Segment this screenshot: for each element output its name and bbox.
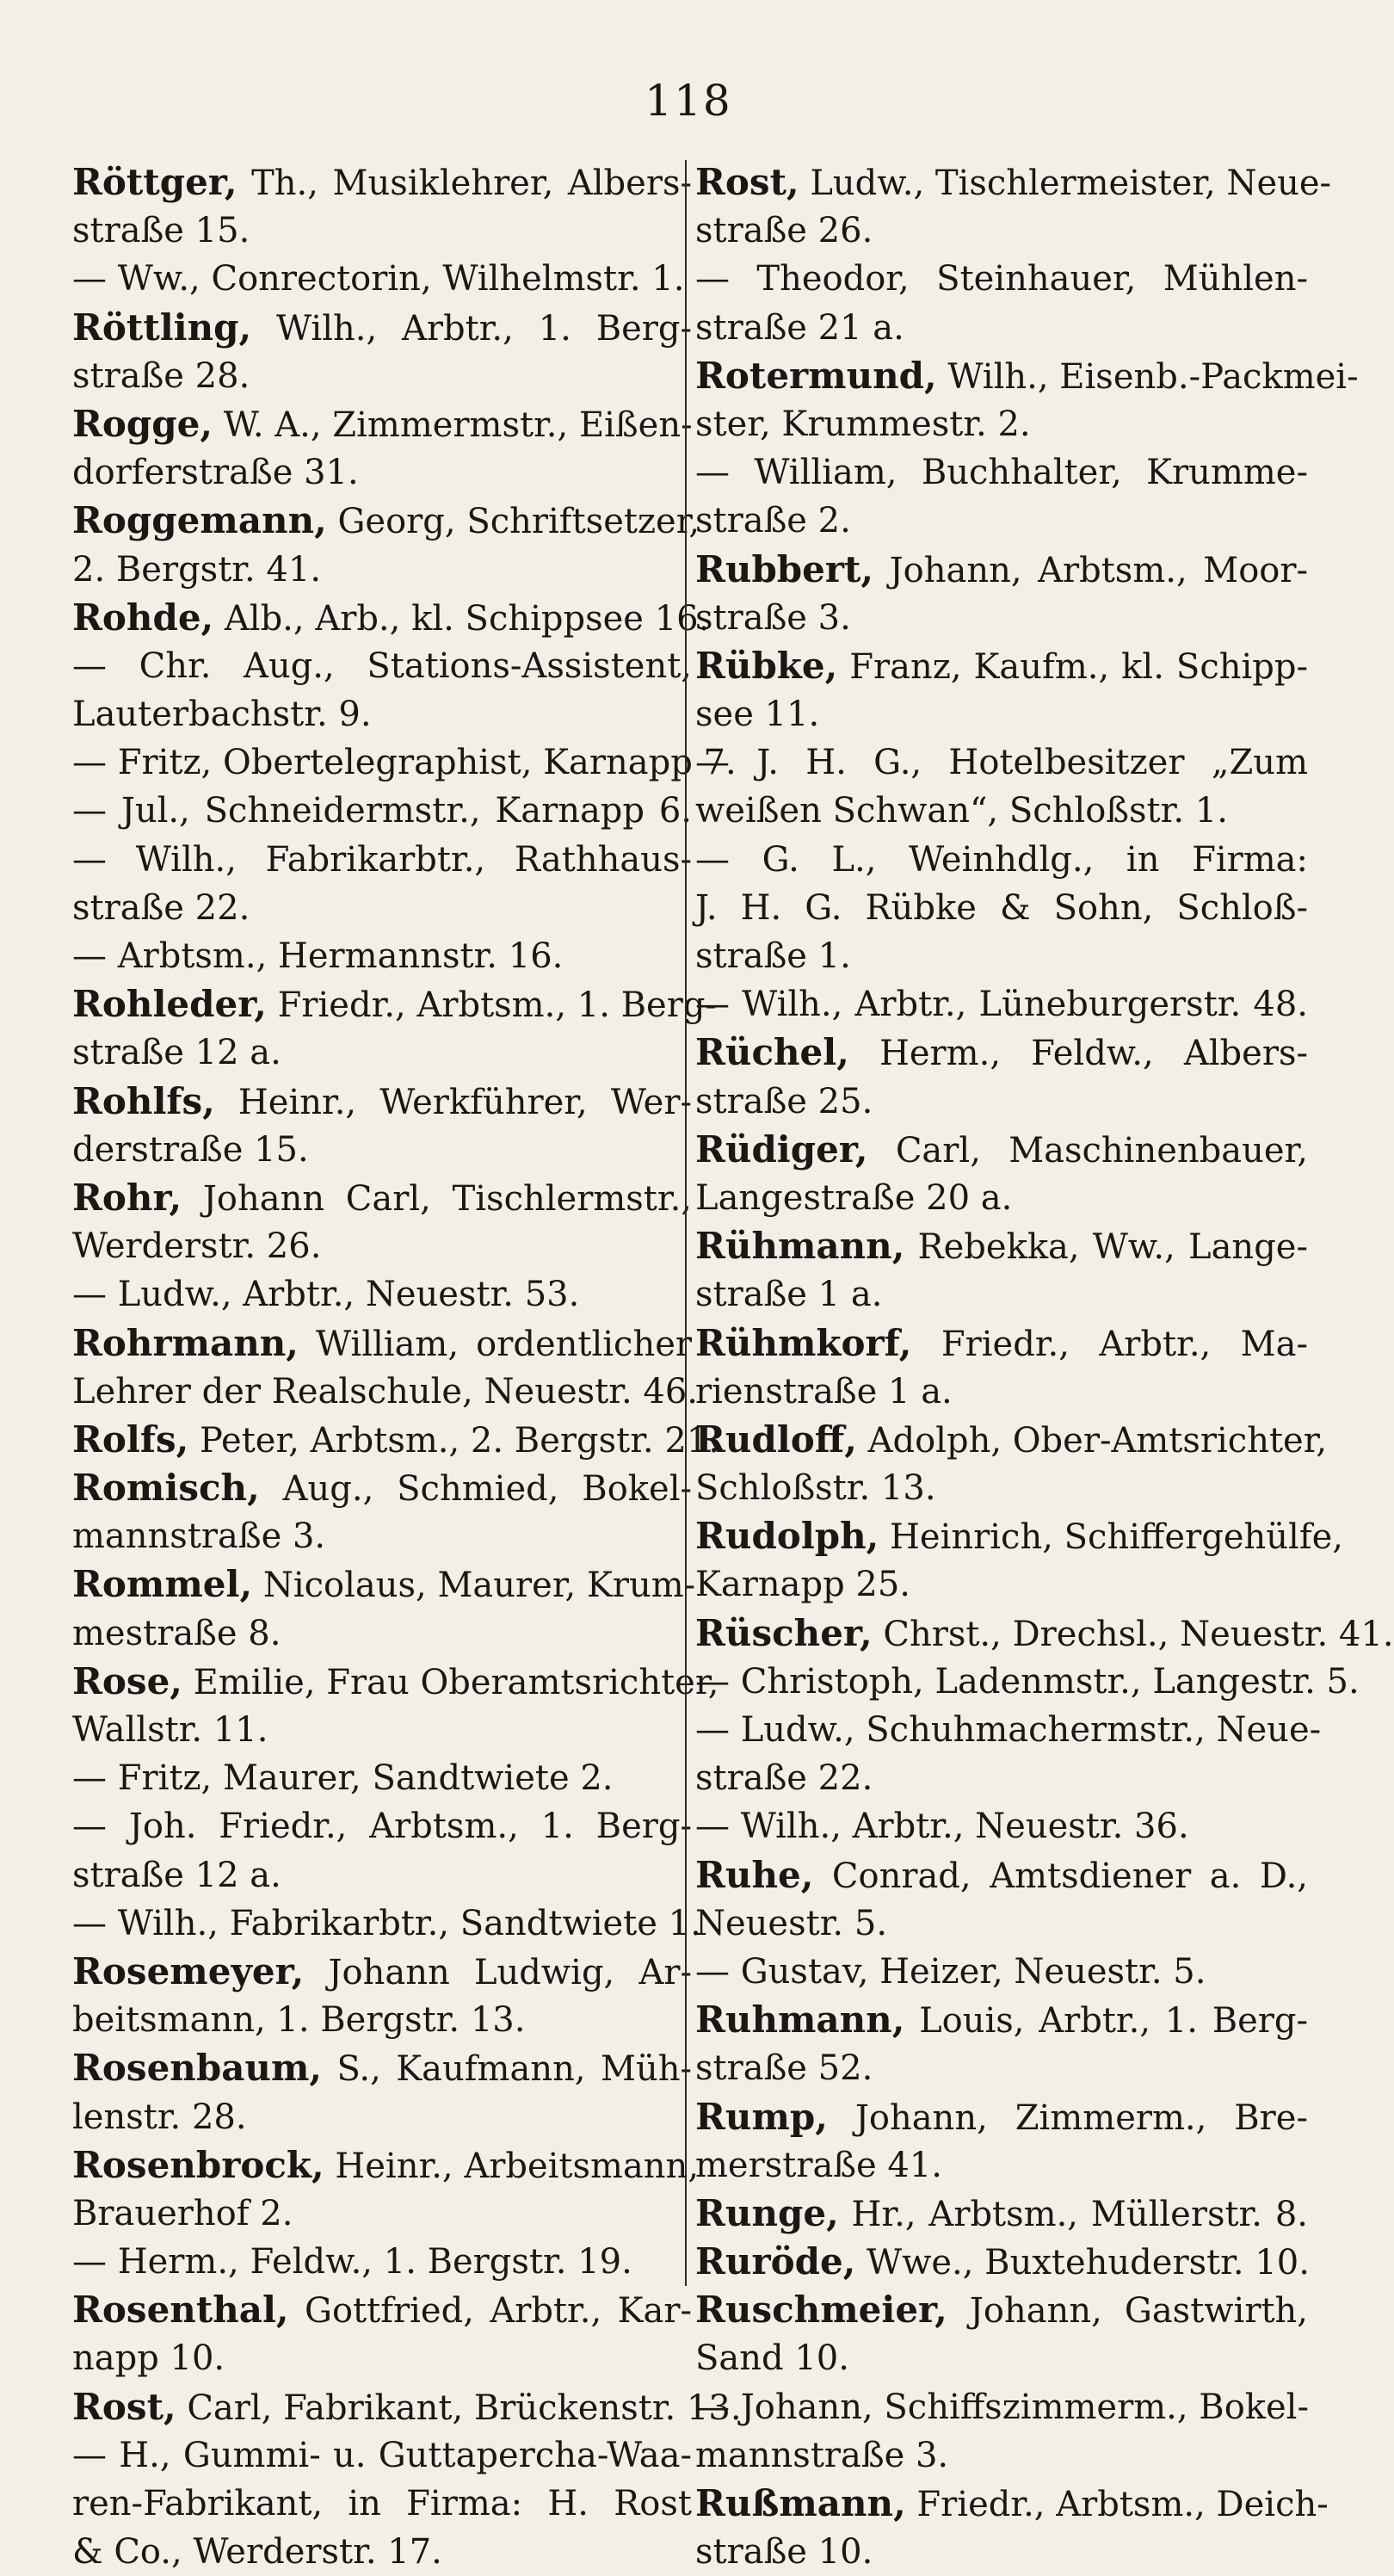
entry-line bbox=[695, 1658, 1360, 1706]
entry-line bbox=[695, 1996, 1308, 2044]
entry-text: — Ludw., Schuhmachermstr., Neue- bbox=[695, 1710, 1322, 1750]
entry-text: Heinr., Werkführer, Wer- bbox=[237, 1082, 692, 1122]
entry-text: straße 12 a. bbox=[72, 1033, 281, 1073]
entry-text: mestraße 8. bbox=[72, 1613, 281, 1653]
entry-line bbox=[695, 1851, 1308, 1900]
entry-line bbox=[72, 2093, 692, 2141]
entry-text: — Johann, Schiffszimmerm., Bokel- bbox=[695, 2387, 1309, 2427]
entry-text: mannstraße 3. bbox=[72, 1517, 326, 1557]
entry-text: Franz, Kaufm., kl. Schipp- bbox=[849, 646, 1309, 687]
entry-text: — Joh. Friedr., Arbtsm., 1. Berg- bbox=[72, 1807, 692, 1847]
entry-text: rienstraße 1 a. bbox=[695, 1371, 953, 1412]
entry-line bbox=[695, 2383, 1308, 2431]
entry-text: Ludw., Tischlermeister, Neue- bbox=[810, 164, 1332, 203]
entry-line bbox=[72, 690, 692, 738]
surname: Röttling, bbox=[72, 306, 252, 349]
surname: Rudloff, bbox=[695, 1418, 857, 1461]
entry-line bbox=[695, 980, 1308, 1029]
entry-line bbox=[695, 932, 1308, 980]
entry-text: Neuestr. 5. bbox=[695, 1903, 888, 1943]
entry-text: Lehrer der Realschule, Neuestr. 46. bbox=[72, 1371, 698, 1412]
entry-line bbox=[72, 2528, 692, 2576]
entry-text: ster, Krummestr. 2. bbox=[695, 404, 1031, 444]
entry-line bbox=[695, 1126, 1308, 1174]
entry-text: — Ww., Conrectorin, Wilhelmstr. 1. bbox=[72, 259, 685, 300]
surname: Rühmkorf, bbox=[695, 1321, 912, 1364]
entry-text: Carl, Fabrikant, Brückenstr. 13. bbox=[187, 2388, 742, 2428]
surname: Rohr, bbox=[72, 1176, 182, 1219]
entry-line bbox=[72, 207, 692, 255]
entry-line bbox=[72, 546, 692, 594]
entry-line bbox=[695, 1029, 1308, 1077]
entry-text: straße 1. bbox=[695, 936, 851, 976]
entry-text: Werderstr. 26. bbox=[72, 1226, 322, 1267]
entry-text: Schloßstr. 13. bbox=[695, 1468, 936, 1509]
entry-line bbox=[695, 2286, 1308, 2334]
entry-text: straße 10. bbox=[695, 2532, 873, 2573]
surname: Rohleder, bbox=[72, 983, 267, 1026]
entry-line bbox=[72, 642, 692, 690]
entry-text: Georg, Schriftsetzer, bbox=[337, 502, 700, 542]
entry-line bbox=[72, 2334, 692, 2382]
entry-line bbox=[72, 304, 692, 352]
entry-text: — William, Buchhalter, Krumme- bbox=[695, 453, 1308, 493]
entry-text: Johann, Gastwirth, bbox=[969, 2291, 1308, 2332]
entry-text: Wallstr. 11. bbox=[72, 1710, 268, 1750]
surname: Ruröde, bbox=[695, 2240, 856, 2283]
entry-line bbox=[695, 884, 1308, 932]
entry-text: Sand 10. bbox=[695, 2338, 849, 2379]
entry-text: — Gustav, Heizer, Neuestr. 5. bbox=[695, 1951, 1206, 1992]
entry-line bbox=[695, 2238, 1308, 2286]
entry-line bbox=[72, 448, 692, 497]
entry-line bbox=[72, 1174, 692, 1222]
entry-text: S., Kaufmann, Müh- bbox=[336, 2049, 692, 2090]
entry-text: — Jul., Schneidermstr., Karnapp 6. bbox=[72, 791, 692, 831]
entry-text: derstraße 15. bbox=[72, 1129, 309, 1170]
entry-text: — Christoph, Ladenmstr., Langestr. 5. bbox=[695, 1661, 1360, 1702]
entry-text: straße 26. bbox=[695, 211, 873, 251]
entry-line bbox=[695, 1222, 1308, 1270]
entry-text: Chrst., Drechsl., Neuestr. 41. bbox=[883, 1614, 1394, 1654]
entry-text: Louis, Arbtr., 1. Berg- bbox=[919, 2001, 1308, 2042]
entry-text: W. A., Zimmermstr., Eißen- bbox=[223, 405, 693, 445]
entry-text: — Wilh., Arbtr., Neuestr. 36. bbox=[695, 1807, 1189, 1847]
entry-text: — Wilh., Fabrikarbtr., Rathhaus- bbox=[72, 839, 692, 880]
entry-text: Hr., Arbtsm., Müllerstr. 8. bbox=[851, 2194, 1309, 2234]
entry-text: Th., Musiklehrer, Albers- bbox=[251, 164, 692, 203]
entry-line bbox=[695, 2044, 1308, 2092]
entry-text: — Wilh., Fabrikarbtr., Sandtwiete 1. bbox=[72, 1903, 701, 1943]
entry-text: Wwe., Buxtehuderstr. 10. bbox=[867, 2243, 1310, 2283]
entry-line bbox=[72, 787, 692, 835]
entry-line bbox=[72, 932, 692, 980]
entry-text: — Wilh., Arbtr., Lüneburgerstr. 48. bbox=[695, 985, 1308, 1025]
entry-text: & Co., Werderstr. 17. bbox=[72, 2532, 442, 2573]
entry-line bbox=[695, 642, 1308, 690]
entry-text: — Herm., Feldw., 1. Bergstr. 19. bbox=[72, 2242, 632, 2283]
entry-line bbox=[695, 255, 1308, 303]
entry-line bbox=[695, 1706, 1322, 1754]
entry-text: Adolph, Ober-Amtsrichter, bbox=[867, 1420, 1328, 1461]
entry-text: straße 28. bbox=[72, 355, 250, 396]
entry-text: ren-Fabrikant, in Firma: H. Rost bbox=[72, 2484, 692, 2523]
surname: Rosenthal, bbox=[72, 2289, 289, 2332]
entry-text: Gottfried, Arbtr., Kar- bbox=[305, 2291, 692, 2332]
entry-text: beitsmann, 1. Bergstr. 13. bbox=[72, 2000, 526, 2041]
entry-text: merstraße 41. bbox=[695, 2145, 943, 2185]
entry-text: Johann Ludwig, Ar- bbox=[328, 1952, 693, 1992]
entry-line bbox=[695, 352, 1359, 400]
entry-line bbox=[695, 1560, 1308, 1609]
entry-line bbox=[72, 1802, 692, 1850]
entry-line bbox=[695, 1802, 1308, 1850]
entry-line bbox=[695, 1416, 1328, 1464]
entry-text: — Fritz, Obertelegraphist, Karnapp 7. bbox=[72, 743, 737, 783]
entry-line bbox=[72, 1512, 692, 1560]
entry-line bbox=[695, 158, 1332, 207]
surname: Rüdiger, bbox=[695, 1127, 868, 1171]
entry-line bbox=[695, 836, 1308, 884]
entry-text: Wilh., Arbtr., 1. Berg- bbox=[276, 308, 692, 349]
entry-line bbox=[695, 2093, 1308, 2141]
entry-line bbox=[695, 400, 1308, 448]
entry-line bbox=[72, 2044, 692, 2092]
entry-line bbox=[695, 1754, 1308, 1802]
entry-text: straße 12 a. bbox=[72, 1855, 281, 1895]
surname: Rübke, bbox=[695, 644, 838, 687]
entry-line bbox=[72, 1996, 692, 2044]
surname: Ruhmann, bbox=[695, 1998, 905, 2042]
entry-text: straße 22. bbox=[72, 887, 250, 928]
entry-text: Brauerhof 2. bbox=[72, 2193, 293, 2233]
entry-line bbox=[72, 255, 692, 303]
entry-text: — Chr. Aug., Stations-Assistent, bbox=[72, 646, 692, 686]
entry-line bbox=[72, 1126, 692, 1174]
entry-line bbox=[695, 1174, 1308, 1222]
entry-line bbox=[695, 2528, 1308, 2576]
entry-line bbox=[695, 546, 1308, 594]
entry-line bbox=[72, 1222, 692, 1270]
entry-line bbox=[72, 2190, 692, 2238]
entry-text: Lauterbachstr. 9. bbox=[72, 695, 372, 735]
surname: Ruschmeier, bbox=[695, 2289, 947, 2332]
entry-line bbox=[695, 1900, 1308, 1948]
entry-text: straße 3. bbox=[695, 597, 851, 638]
column-divider bbox=[685, 160, 687, 2286]
entry-text: straße 52. bbox=[695, 2048, 873, 2089]
entry-text: — Ludw., Arbtr., Neuestr. 53. bbox=[72, 1275, 580, 1315]
entry-line bbox=[695, 738, 1308, 787]
surname: Rubbert, bbox=[695, 547, 874, 590]
entry-line bbox=[695, 1609, 1394, 1658]
surname: Rose, bbox=[72, 1659, 182, 1702]
entry-text: straße 22. bbox=[695, 1758, 873, 1799]
surname: Rußmann, bbox=[695, 2482, 906, 2524]
entry-text: Friedr., Arbtr., Ma- bbox=[941, 1324, 1308, 1364]
entry-text: — J. H. G., Hotelbesitzer „Zum bbox=[695, 743, 1308, 783]
entry-text: William, ordentlicher bbox=[316, 1324, 692, 1364]
entry-text: mannstraße 3. bbox=[695, 2435, 949, 2475]
entry-text: Carl, Maschinenbauer, bbox=[895, 1130, 1308, 1171]
entry-line bbox=[72, 1270, 692, 1319]
entry-line bbox=[72, 2480, 692, 2528]
entry-text: Alb., Arb., kl. Schippsee 16. bbox=[224, 598, 710, 639]
entry-line bbox=[72, 2141, 700, 2190]
entry-text: straße 15. bbox=[72, 211, 250, 251]
entry-line bbox=[695, 304, 1308, 352]
surname: Rühmann, bbox=[695, 1225, 905, 1268]
entry-text: — Fritz, Maurer, Sandtwiete 2. bbox=[72, 1758, 614, 1799]
entry-line bbox=[72, 738, 737, 787]
entry-line bbox=[695, 2334, 1308, 2382]
surname: Roggemann, bbox=[72, 499, 327, 542]
entry-line bbox=[695, 594, 1308, 642]
entry-text: straße 21 a. bbox=[695, 307, 904, 348]
surname: Rost, bbox=[695, 161, 799, 203]
entry-line bbox=[72, 497, 700, 545]
surname: Rohlfs, bbox=[72, 1079, 215, 1122]
entry-line bbox=[72, 1948, 692, 1996]
entry-text: Friedr., Arbtsm., Deich- bbox=[916, 2485, 1329, 2524]
entry-text: dorferstraße 31. bbox=[72, 453, 359, 493]
entry-line bbox=[72, 1078, 692, 1126]
entry-line bbox=[695, 1512, 1344, 1560]
entry-line bbox=[72, 1368, 698, 1416]
surname: Röttger, bbox=[72, 161, 237, 203]
entry-text: napp 10. bbox=[72, 2338, 225, 2379]
entry-text: J. H. G. Rübke & Sohn, Schloß- bbox=[695, 887, 1308, 928]
entry-line bbox=[72, 1029, 692, 1077]
entry-line bbox=[72, 884, 692, 932]
entry-text: — H., Gummi- u. Guttapercha-Waa- bbox=[72, 2435, 692, 2475]
surname: Rosenbaum, bbox=[72, 2047, 323, 2090]
entry-line bbox=[695, 1078, 1308, 1126]
entry-text: Heinr., Arbeitsmann, bbox=[335, 2146, 700, 2186]
entry-line bbox=[72, 836, 692, 884]
entry-text: straße 2. bbox=[695, 501, 851, 541]
surname: Rost, bbox=[72, 2385, 176, 2428]
surname: Rotermund, bbox=[695, 354, 937, 397]
entry-text: straße 25. bbox=[695, 1081, 873, 1121]
entry-text: 2. Bergstr. 41. bbox=[72, 549, 322, 590]
entry-line bbox=[72, 1416, 719, 1464]
entry-line bbox=[695, 1270, 1308, 1319]
entry-text: — Arbtsm., Hermannstr. 16. bbox=[72, 936, 564, 976]
entry-line bbox=[72, 594, 710, 642]
entry-line bbox=[72, 1900, 701, 1948]
entry-text: Johann, Arbtsm., Moor- bbox=[889, 550, 1309, 590]
entry-text: Herm., Feldw., Albers- bbox=[879, 1034, 1308, 1074]
surname: Ruhe, bbox=[695, 1853, 814, 1896]
entry-line bbox=[72, 2238, 692, 2286]
entry-text: weißen Schwan“, Schloßstr. 1. bbox=[695, 791, 1228, 831]
entry-line bbox=[72, 1706, 692, 1754]
entry-text: Peter, Arbtsm., 2. Bergstr. 21. bbox=[199, 1420, 719, 1461]
entry-line bbox=[72, 1560, 696, 1609]
entry-text: Karnapp 25. bbox=[695, 1565, 910, 1605]
entry-line bbox=[695, 1948, 1308, 1996]
entry-line bbox=[695, 448, 1308, 497]
entry-line bbox=[72, 2383, 742, 2431]
entry-line bbox=[695, 2190, 1308, 2238]
entry-line bbox=[72, 2286, 692, 2334]
surname: Rudolph, bbox=[695, 1515, 879, 1558]
surname: Rohrmann, bbox=[72, 1321, 299, 1364]
entry-line bbox=[72, 1754, 692, 1802]
entry-text: Aug., Schmied, Bokel- bbox=[282, 1469, 693, 1510]
entry-text: — G. L., Weinhdlg., in Firma: bbox=[695, 839, 1308, 880]
entry-line bbox=[695, 787, 1308, 835]
entry-text: see 11. bbox=[695, 695, 820, 735]
entry-line bbox=[72, 352, 692, 400]
entry-text: straße 1 a. bbox=[695, 1275, 883, 1315]
entry-line bbox=[72, 1658, 719, 1706]
entry-line bbox=[72, 2431, 692, 2480]
surname: Rüscher, bbox=[695, 1611, 873, 1654]
entry-text: Langestraße 20 a. bbox=[695, 1177, 1013, 1218]
entry-line bbox=[72, 1609, 692, 1658]
surname: Rosenbrock, bbox=[72, 2143, 324, 2186]
entry-text: lenstr. 28. bbox=[72, 2097, 247, 2137]
surname: Romisch, bbox=[72, 1467, 260, 1510]
entry-text: Emilie, Frau Oberamtsrichter, bbox=[193, 1662, 719, 1702]
page-number: 118 bbox=[645, 76, 732, 126]
entry-text: Conrad, Amtsdiener a. D., bbox=[831, 1856, 1308, 1896]
left-column bbox=[72, 158, 742, 2576]
entry-line bbox=[72, 400, 692, 448]
surname: Runge, bbox=[695, 2191, 839, 2234]
entry-line bbox=[695, 1368, 1308, 1416]
entry-text: Johann, Zimmerm., Bre- bbox=[854, 2097, 1308, 2138]
surname: Rommel, bbox=[72, 1563, 253, 1606]
surname: Rogge, bbox=[72, 402, 213, 445]
entry-text: Rebekka, Ww., Lange- bbox=[917, 1227, 1308, 1268]
surname: Rump, bbox=[695, 2095, 828, 2138]
surname: Rosemeyer, bbox=[72, 1949, 305, 1992]
entry-text: Nicolaus, Maurer, Krum- bbox=[262, 1566, 696, 1606]
entry-line bbox=[695, 2431, 1308, 2480]
entry-line bbox=[695, 207, 1308, 255]
entry-text: — Theodor, Steinhauer, Mühlen- bbox=[695, 259, 1308, 300]
entry-line bbox=[695, 1464, 1308, 1512]
right-column bbox=[695, 158, 1394, 2576]
entry-line bbox=[72, 158, 692, 207]
entry-line bbox=[695, 2141, 1308, 2190]
entry-text: Friedr., Arbtsm., 1. Berg- bbox=[277, 985, 717, 1026]
entry-line bbox=[695, 2480, 1329, 2528]
entry-line bbox=[72, 1851, 692, 1900]
entry-line bbox=[695, 690, 1308, 738]
surname: Rohde, bbox=[72, 596, 214, 639]
entry-line bbox=[72, 1464, 692, 1512]
entry-line bbox=[695, 497, 1308, 545]
entry-line bbox=[695, 1319, 1308, 1368]
entry-text: Johann Carl, Tischlermstr., bbox=[202, 1178, 693, 1219]
surname: Rolfs, bbox=[72, 1418, 189, 1461]
entry-line bbox=[72, 980, 717, 1029]
entry-text: Heinrich, Schiffergehülfe, bbox=[890, 1517, 1344, 1558]
entry-text: Wilh., Eisenb.-Packmei- bbox=[947, 356, 1359, 397]
entry-line bbox=[72, 1319, 692, 1368]
surname: Rüchel, bbox=[695, 1031, 849, 1074]
